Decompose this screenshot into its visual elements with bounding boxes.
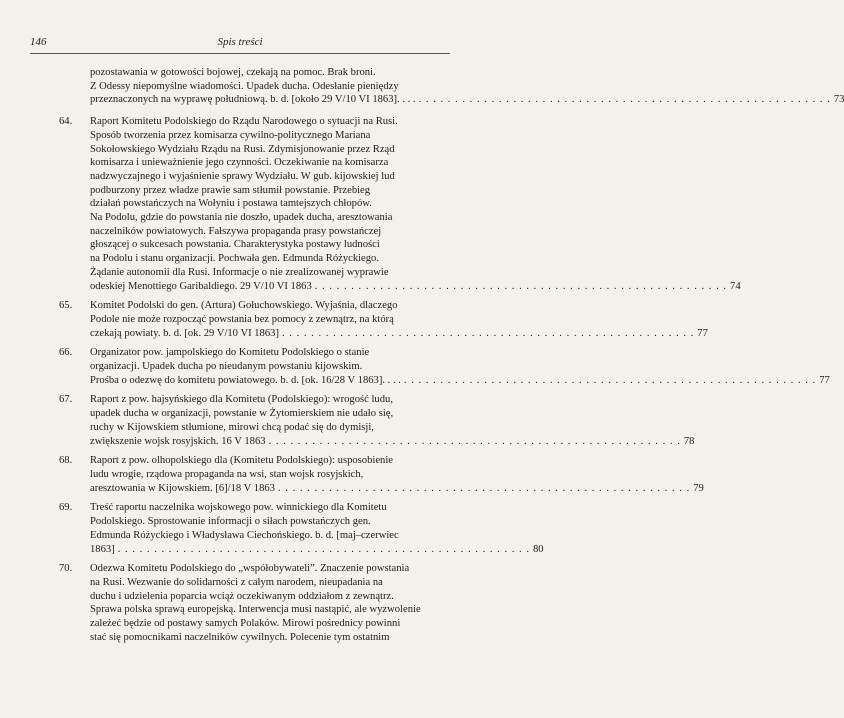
entry-text-line: czekają powiaty. b. d. [ok. 29 V/10 VI 1863]: [90, 327, 279, 339]
toc-entry: [30, 346, 830, 387]
entry-page-number: 80: [533, 543, 544, 555]
entry-text-line: upadek ducha w organizacji, powstanie w Żytomierskiem nie udało się,: [90, 408, 394, 420]
entry-text-line: przeznaczonych na wyprawę południową. b. d. [około 29 V/10 VI 1863]. . . .: [90, 94, 416, 106]
dot-leader: . . . . . . . . . . . . . . . . . . . . . . . . . . . . . . . . . . . . . . . . . . . . . . . . . . . . . . . . .: [268, 435, 681, 447]
entry-number: 69.: [59, 502, 73, 514]
entry-text-line: Treść raportu naczelnika wojskowego pow. winnickiego dla Komitetu: [90, 502, 387, 514]
dot-leader: . . . . . . . . . . . . . . . . . . . . . . . . . . . . . . . . . . . . . . . . . . . . . . . . . . . . . . . . .: [403, 374, 817, 386]
entry-text-line: nadzwyczajnego i wyjaśnienie sprawy Wydziału. W gub. kijowskiej lud: [90, 170, 395, 182]
entry-text-line: na Rusi. Wezwanie do solidarności z całym narodem, nieupadania na: [90, 576, 383, 588]
toc-entry: [30, 66, 844, 107]
entry-last-line: [90, 327, 708, 341]
entry-text-line: Żądanie autonomii dla Rusi. Informacje o nie zrealizowanej wyprawie: [90, 266, 389, 278]
page-number: 146: [30, 36, 47, 48]
entry-text-line: Sokołowskiego Wydziału Rządu na Rusi. Zdymisjonowanie przez Rząd: [90, 143, 395, 155]
entry-text-line: Podolskiego. Sprostowanie informacji o siłach powstańczych gen.: [90, 516, 371, 528]
entry-number: 68.: [59, 455, 73, 467]
entry-last-line: [90, 435, 695, 449]
entry-text-line: zależeć będzie od postawy samych Polaków. Mirowi pośrednicy powinni: [90, 618, 401, 630]
entry-page-number: 77: [819, 374, 830, 386]
entry-page-number: 73: [833, 94, 844, 106]
toc-entry: [30, 393, 695, 448]
entry-page-number: 77: [697, 327, 708, 339]
entry-text-line: ludu wrogie, rządowa propaganda na wsi, stan wojsk rosyjskich,: [90, 468, 364, 480]
dot-leader: . . . . . . . . . . . . . . . . . . . . . . . . . . . . . . . . . . . . . . . . . . . . . . . . . . . . . . . . .: [277, 482, 691, 494]
entry-number: 66.: [59, 347, 73, 359]
entry-text-line: podburzony przez władze prawie sam stłumił powstanie. Przebieg: [90, 184, 371, 196]
entry-text-line: Edmunda Różyckiego i Władysława Ciechońskiego. b. d. [maj–czerwiec: [90, 529, 399, 541]
entry-text-line: komisarza i unieważnienie jego czynności. Oczekiwanie na komisarza: [90, 157, 389, 169]
dot-leader: . . . . . . . . . . . . . . . . . . . . . . . . . . . . . . . . . . . . . . . . . . . . . . . . . . . . . . . . .: [418, 94, 831, 106]
entry-page-number: 74: [730, 280, 741, 292]
entry-page-number: 79: [693, 482, 704, 494]
entry-text-line: na Podolu i stanu organizacji. Pochwała gen. Edmunda Różyckiego.: [90, 253, 380, 265]
entry-last-line: [90, 280, 741, 294]
entry-text-line: Sprawa polska sprawą europejską. Interwencja musi nastąpić, ale wyzwolenie: [90, 604, 421, 616]
entry-text-line: 1863]: [90, 543, 115, 555]
entry-text-line: pozostawania w gotowości bojowej, czekają na pomoc. Brak broni.: [90, 67, 376, 78]
entry-last-line: [90, 543, 544, 557]
header-rule: [30, 53, 450, 54]
entry-page-number: 78: [683, 435, 695, 447]
entry-text-line: Raport z pow. hajsyńskiego dla Komitetu (Podolskiego): wrogość ludu,: [90, 394, 393, 406]
entry-text-line: Komitet Podolski do gen. (Artura) Gołuchowskiego. Wyjaśnia, dlaczego: [90, 300, 398, 312]
toc-entry: [30, 454, 704, 495]
entry-text-line: działań powstańczych na Wołyniu i postawa tamtejszych chłopów.: [90, 198, 372, 210]
entry-text-line: zwiększenie wojsk rosyjskich. 16 V 1863: [90, 435, 266, 447]
entry-text-line: Sposób tworzenia przez komisarza cywilno-politycznego Mariana: [90, 129, 371, 141]
entry-text-line: aresztowania w Kijowskiem. [6]/18 V 1863: [90, 482, 275, 494]
entry-last-line: [90, 374, 830, 388]
entry-last-line: [90, 93, 844, 107]
table-of-contents: [30, 66, 844, 650]
page-header: [30, 36, 450, 52]
entry-text-line: Podole nie może rozpocząć powstania bez pomocy z zewnątrz, na którą: [90, 313, 394, 325]
entry-number: 65.: [59, 300, 73, 312]
running-title: Spis treści: [217, 36, 263, 48]
dot-leader: . . . . . . . . . . . . . . . . . . . . . . . . . . . . . . . . . . . . . . . . . . . . . . . . . . . . . . . . .: [281, 327, 695, 339]
entry-text-line: naczelników powiatowych. Fałszywa propaganda prasy powstańczej: [90, 225, 382, 237]
dot-leader: . . . . . . . . . . . . . . . . . . . . . . . . . . . . . . . . . . . . . . . . . . . . . . . . . . . . . . . . .: [117, 543, 530, 555]
entry-number: 70.: [59, 563, 73, 575]
entry-text-line: odeskiej Menottiego Garibaldiego. 29 V/10 VI 1863: [90, 280, 312, 292]
toc-entry: [30, 115, 741, 293]
entry-number: 64.: [59, 116, 73, 128]
entry-text-line: Na Podolu, gdzie do powstania nie doszło, upadek ducha, aresztowania: [90, 212, 393, 224]
dot-leader: . . . . . . . . . . . . . . . . . . . . . . . . . . . . . . . . . . . . . . . . . . . . . . . . . . . . . . . . .: [314, 280, 728, 292]
entry-text-line: duchu i udzielenia poparcia wciąż oczekiwanym oddziałom z zewnątrz.: [90, 590, 394, 602]
toc-entry: [30, 562, 450, 644]
entry-text-line: głoszącej o sukcesach powstania. Charakterystyka postawy ludności: [90, 239, 380, 251]
entry-last-line: [90, 482, 704, 496]
entry-number: 67.: [59, 394, 73, 406]
entry-text-line: Z Odessy niepomyślne wiadomości. Upadek ducha. Odesłanie pieniędzy: [90, 80, 399, 92]
entry-text-line: organizacji. Upadek ducha po nieudanym powstaniu kijowskim.: [90, 361, 363, 373]
toc-entry: [30, 299, 708, 340]
entry-text-line: Raport Komitetu Podolskiego do Rządu Narodowego o sytuacji na Rusi.: [90, 116, 398, 128]
entry-text-line: Organizator pow. jampolskiego do Komitetu Podolskiego o stanie: [90, 347, 370, 359]
entry-text-line: Odezwa Komitetu Podolskiego do „współobywateli”. Znaczenie powstania: [90, 563, 410, 575]
entry-text-line: ruchy w Kijowskiem stłumione, mirowi chcą podać się do dymisji,: [90, 421, 374, 433]
entry-text-line: stać się pomocnikami naczelników cywilnych. Polecenie tym ostatnim: [90, 631, 390, 643]
entry-text-line: Raport z pow. olhopolskiego dla (Komitetu Podolskiego): usposobienie: [90, 455, 393, 467]
toc-entry: [30, 501, 544, 556]
entry-text-line: Prośba o odezwę do komitetu powiatowego. b. d. [ok. 16/28 V 1863]. . . .: [90, 374, 401, 386]
